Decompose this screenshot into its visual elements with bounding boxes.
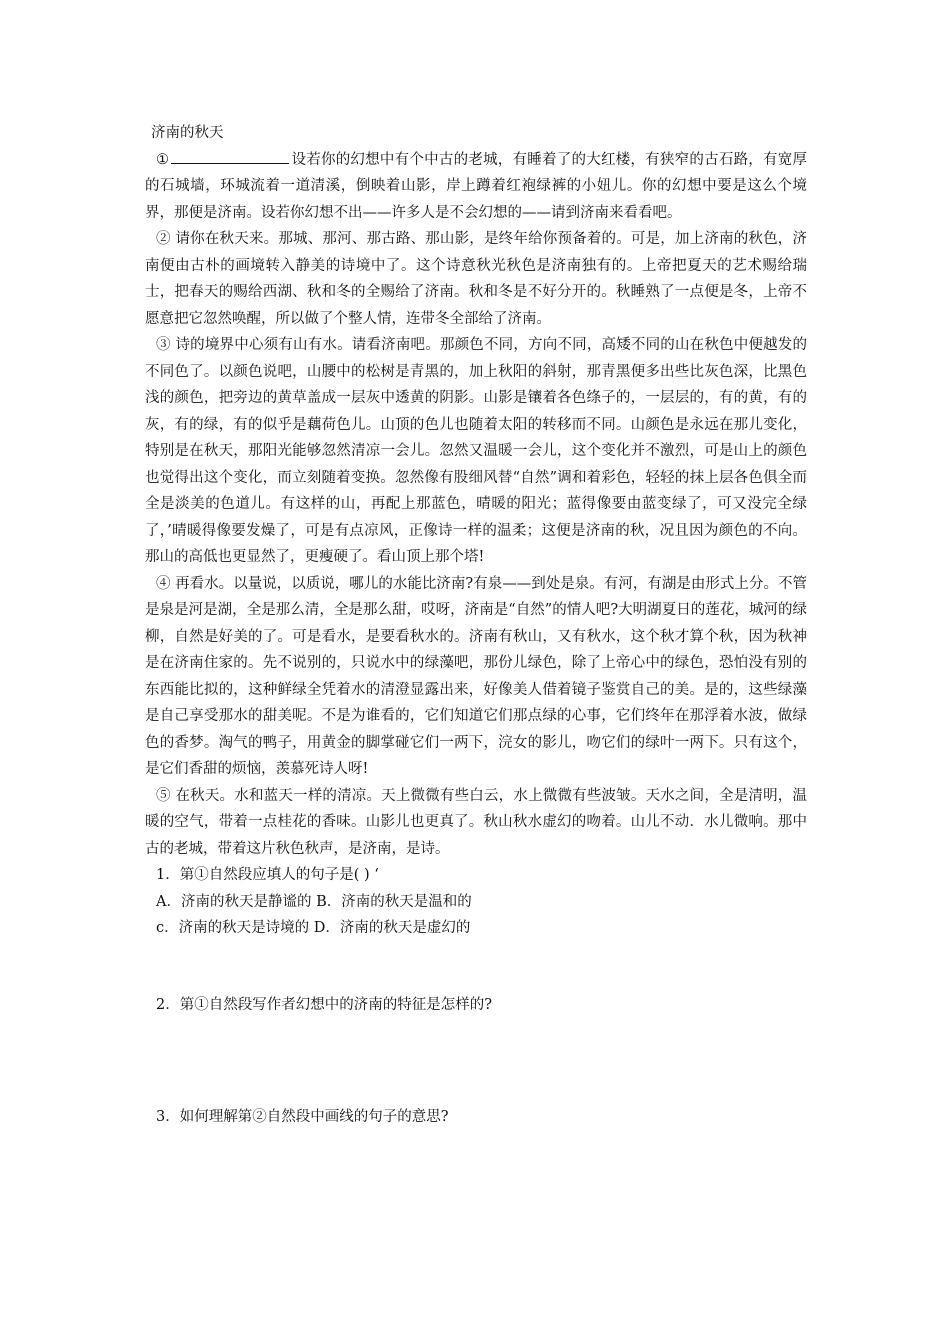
article-body xyxy=(145,120,807,1131)
answer-space-1 xyxy=(145,942,807,992)
paragraph-2: ② 请你在秋天来。那城、那河、那古路、那山影，是终年给你预备着的。可是，加上济南的秋色，济南便由古朴的画境转入静美的诗境中了。这个诗意秋光秋色是济南独有的。上帝把夏天的艺术赐给瑞士，把春天的赐给西湖、秋和冬的全赐给了济南。秋和冬是不好分开的。秋睡熟了一点便是冬，上帝不愿意把它忽然唤醒，所以做了个整人情，连带冬全部给了济南。 xyxy=(145,231,807,327)
paragraph-4: ④ 再看水。以量说，以质说，哪儿的水能比济南?有泉——到处是泉。有河，有湖是由形式上分。不管是泉是河是湖，全是那么清，全是那么甜，哎呀，济南是“自然”的情人吧?大明湖夏日的莲花，城河的绿柳，自然是好美的了。可是看水，是要看秋水的。济南有秋山，又有秋水，这个秋才算个秋，因为秋神是在济南住家的。先不说别的，只说水中的绿藻吧，那份儿绿色，除了上帝心中的绿色，恐怕没有别的东西能比拟的，这种鲜绿全凭着水的清澄显露出来，好像美人借着镜子鉴赏自己的美。是的，这些绿藻是自己享受那水的甜美呢。不是为谁看的，它们知道它们那点绿的心事，它们终年在那浮着水波，做绿色的香梦。淘气的鸭子，用黄金的脚掌碰它们一两下，浣女的影儿，吻它们的绿叶一两下。只有这个，是它们香甜的烦恼，羡慕死诗人呀! xyxy=(145,575,807,777)
paragraph-1-number: ① xyxy=(156,151,170,168)
question-1-options-ab: A．济南的秋天是静谧的 B．济南的秋天是温和的 xyxy=(156,893,472,910)
paragraph-1-text: 设若你的幻想中有个中古的老城，有睡着了的大红楼，有狭窄的古石路，有宽厚的石城墙，环城流着一道清溪，倒映着山影，岸上蹲着红袍绿裤的小妞儿。你的幻想中要是这么个境界，那便是济南。设若你幻想不出——许多人是不会幻想的——请到济南来看看吧。 xyxy=(145,151,808,221)
question-1-options-cd: c．济南的秋天是诗境的 D．济南的秋天是虚幻的 xyxy=(156,920,471,936)
paragraph-5: ⑤ 在秋天。水和蓝天一样的清凉。天上微微有些白云，水上微微有些波皱。天水之间，全是清明，温暖的空气，带着一点桂花的香味。山影儿也更真了。秋山秋水虚幻的吻着。山儿不动．水儿微响。那中古的老城，带着这片秋色秋声，是济南，是诗。 xyxy=(145,787,807,857)
paragraph-3: ③ 诗的境界中心须有山有水。请看济南吧。那颜色不同，方向不同，高矮不同的山在秋色中便越发的不同色了。以颜色说吧，山腰中的松树是青黑的，加上秋阳的斜射，那青黑便多出些比灰色深，比黑色浅的颜色，把旁边的黄草盖成一层灰中透黄的阴影。山影是镶着各色绦子的，一层层的，有的黄，有的灰，有的绿，有的似乎是藕荷色儿。山顶的色儿也随着太阳的转移而不同。山颜色是永远在那儿变化，特别是在秋天，那阳光能够忽然清凉一会儿。忽然又温暖一会儿，这个变化并不激烈，可是山上的颜色也觉得出这个变化，而立刻随着变换。忽然像有股细风替“自然”调和着彩色，轻轻的抹上层各色俱全而全是淡美的色道儿。有这样的山，再配上那蓝色，晴暖的阳光；蓝得像要由蓝变绿了，可又没完全绿了，’晴暖得像要发燥了，可是有点凉风，正像诗一样的温柔；这便是济南的秋，况且因为颜色的不向。那山的高低也更显然了，更瘦硬了。看山顶上那个塔! xyxy=(145,337,807,565)
answer-space-2 xyxy=(145,1018,807,1104)
fill-in-blank xyxy=(171,147,289,164)
question-2: 2．第①自然段写作者幻想中的济南的特征是怎样的? xyxy=(156,996,492,1013)
question-1: 1．第①自然段应填人的句子是( ) ‘ xyxy=(156,867,379,883)
paragraph-1 xyxy=(145,147,807,227)
article-title: 济南的秋天 xyxy=(151,125,224,141)
question-3: 3．如何理解第②自然段中画线的句子的意思? xyxy=(156,1109,449,1125)
